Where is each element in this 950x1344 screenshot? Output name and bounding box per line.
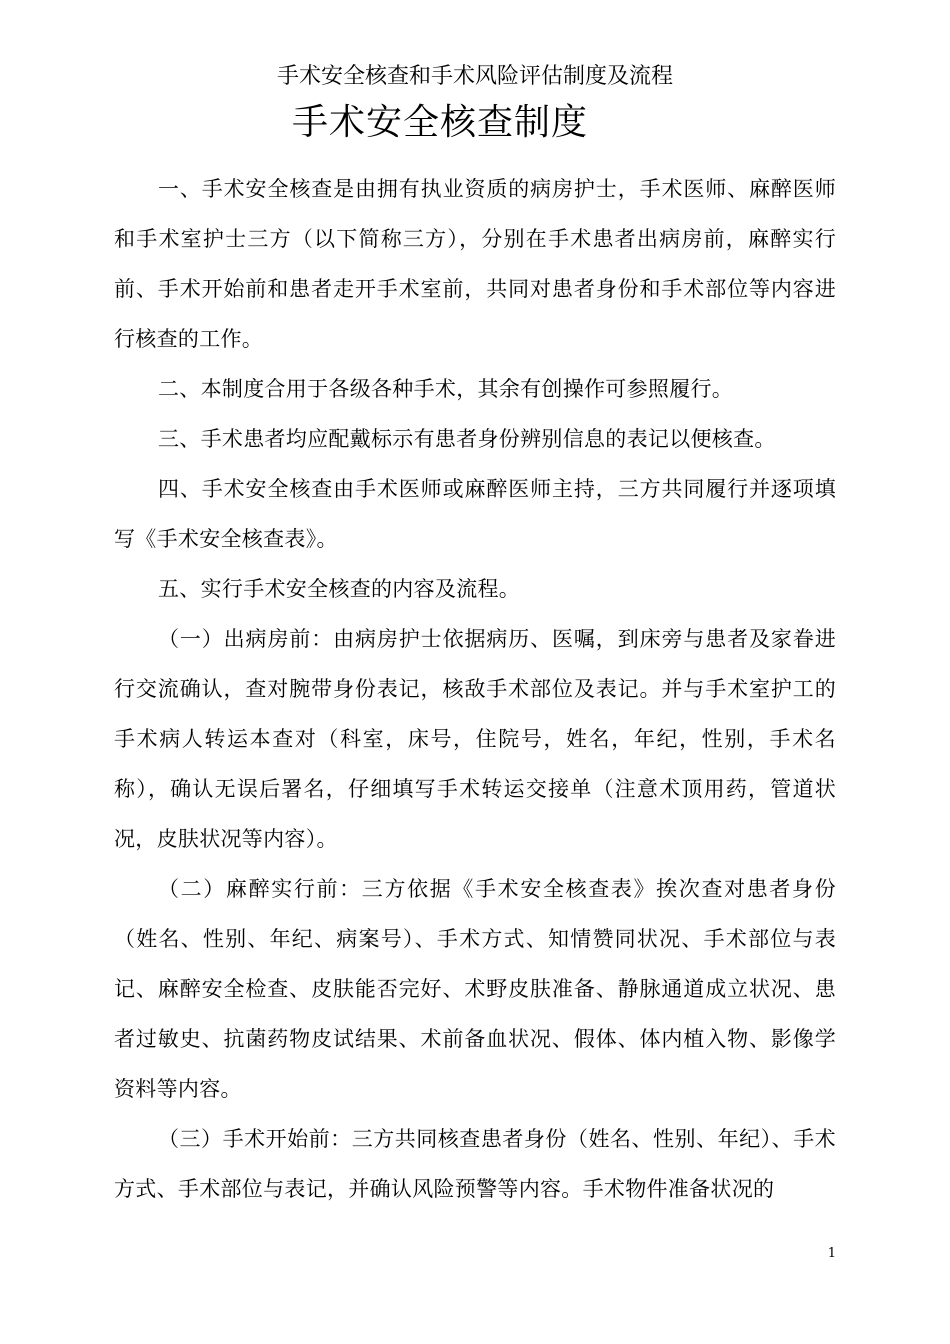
page-number: 1 (827, 1246, 836, 1261)
paragraph-3: 三、手术患者均应配戴标示有患者身份辨别信息的表记以便核查。 (158, 427, 776, 451)
paragraph-7: （二）麻醉实行前：三方依据《手术安全核查表》挨次查对患者身份（姓名、性别、年纪、病案号）、手术方式、知情赞同状况、手术部位与表记、麻醉安全检查、皮肤能否完好、术野皮肤准备、静脉通道成立状况、患者过敏史、抗菌药物皮试结果、术前备血状况、假体、体内植入物、影像学资料等内容。 (114, 877, 836, 1101)
document-title: 手术安全核查制度 (291, 102, 588, 143)
document-body (114, 164, 836, 1214)
paragraph-1: 一、手术安全核查是由拥有执业资质的病房护士，手术医师、麻醉医师和手术室护士三方（以下简称三方），分别在手术患者出病房前，麻醉实行前、手术开始前和患者走开手术室前，共同对患者身份和手术部位等内容进行核查的工作。 (114, 177, 836, 351)
document-header: 手术安全核查和手术风险评估制度及流程 (276, 64, 673, 89)
paragraph-6: （一）出病房前：由病房护士依据病历、医嘱，到床旁与患者及家眷进行交流确认，查对腕带身份表记，核敌手术部位及表记。并与手术室护工的手术病人转运本查对（科室，床号，住院号，姓名，年纪，性别，手术名称），确认无误后署名，仔细填写手术转运交接单（注意术顶用药，管道状况，皮肤状况等内容）。 (114, 627, 836, 851)
paragraph-2: 二、本制度合用于各级各种手术，其余有创操作可参照履行。 (158, 377, 734, 401)
paragraph-8: （三）手术开始前：三方共同核查患者身份（姓名、性别、年纪）、手术方式、手术部位与表记，并确认风险预警等内容。手术物件准备状况的 (114, 1127, 836, 1201)
paragraph-5: 五、实行手术安全核查的内容及流程。 (158, 577, 521, 601)
paragraph-4: 四、手术安全核查由手术医师或麻醉医师主持，三方共同履行并逐项填写《手术安全核查表》。 (114, 477, 836, 551)
